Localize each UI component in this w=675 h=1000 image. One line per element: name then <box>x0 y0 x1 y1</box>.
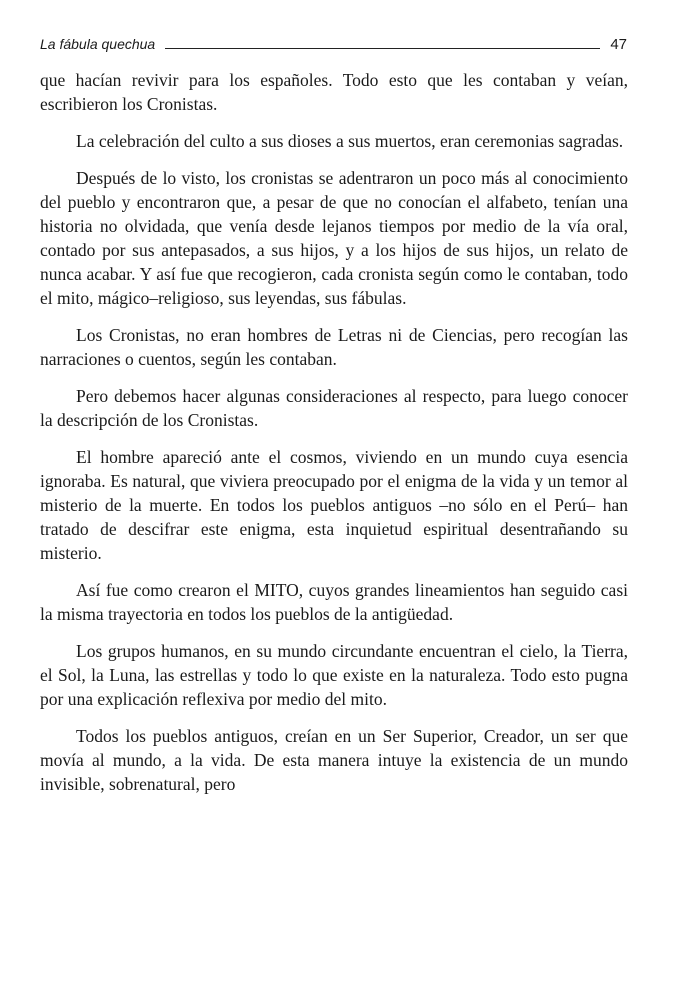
running-title: La fábula quechua <box>40 36 156 52</box>
paragraph: Los Cronistas, no eran hombres de Letras ni de Ciencias, pero recogían las narraciones o cuentos, según les contaban. <box>40 325 628 369</box>
paragraph-continued: que hacían revivir para los españoles. Todo esto que les contaban y veían, escribieron los Cronistas. <box>40 70 628 114</box>
page-number: 47 <box>610 35 627 53</box>
paragraph: Todos los pueblos antiguos, creían en un Ser Superior, Creador, un ser que movía al mundo, a la vida. De esta manera intuye la existencia de un mundo invisible, sobrenatural, pero <box>40 726 628 794</box>
body-text <box>40 68 628 809</box>
running-header <box>40 34 627 54</box>
paragraph: Pero debemos hacer algunas consideraciones al respecto, para luego conocer la descripción de los Cronistas. <box>40 386 628 430</box>
header-rule <box>165 48 600 49</box>
paragraph: El hombre apareció ante el cosmos, viviendo en un mundo cuya esencia ignoraba. Es natural, que viviera preocupado por el enigma de la vida y un temor al misterio de la muerte. En todos los pueblos antiguos –no sólo en el Perú– han tratado de descifrar este enigma, esta inquietud espiritual desentrañando su misterio. <box>40 447 628 563</box>
paragraph: La celebración del culto a sus dioses a sus muertos, eran ceremonias sagradas. <box>76 131 624 151</box>
paragraph: Así fue como crearon el MITO, cuyos grandes lineamientos han seguido casi la misma trayectoria en todos los pueblos de la antigüedad. <box>40 580 628 624</box>
paragraph: Después de lo visto, los cronistas se adentraron un poco más al conocimiento del pueblo y encontraron que, a pesar de que no conocían el alfabeto, tenían una historia no olvidada, que venía desde lejanos tiempos por medio de la vía oral, contado por sus antepasados, a sus hijos, y a los hijos de sus hijos, un relato de nunca acabar. Y así fue que recogieron, cada cronista según como le contaban, todo el mito, mágico–religioso, sus leyendas, sus fábulas. <box>40 168 628 308</box>
paragraph: Los grupos humanos, en su mundo circundante encuentran el cielo, la Tierra, el Sol, la Luna, las estrellas y todo lo que existe en la naturaleza. Todo esto pugna por una explicación reflexiva por medio del mito. <box>40 641 628 709</box>
